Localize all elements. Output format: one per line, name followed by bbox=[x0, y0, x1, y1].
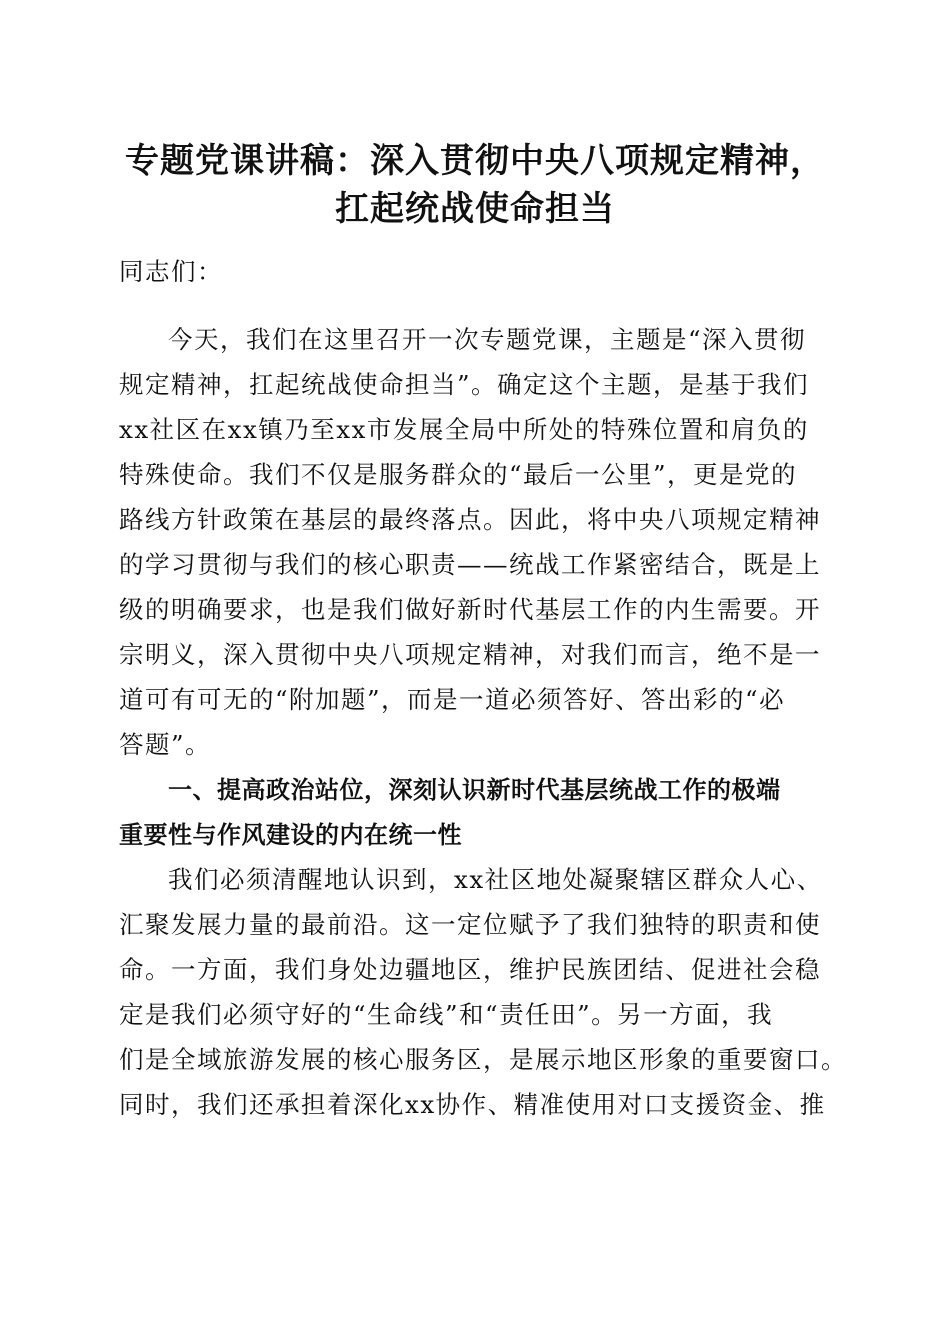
paragraph-1-line: 的学习贯彻与我们的核心职责——统战工作紧密结合，既是上 bbox=[119, 550, 821, 579]
paragraph-2-line: 们是全域旅游发展的核心服务区，是展示地区形象的重要窗口。 bbox=[119, 1045, 847, 1074]
document-title-line-1: 专题党课讲稿：深入贯彻中央八项规定精神， bbox=[125, 141, 825, 181]
document-title-line-2: 扛起统战使命担当 bbox=[335, 189, 615, 229]
paragraph-1-line: 特殊使命。我们不仅是服务群众的“最后一公里”，更是党的 bbox=[119, 460, 798, 489]
paragraph-2-line: 定是我们必须守好的“生命线”和“责任田”。另一方面，我 bbox=[119, 1000, 774, 1029]
section-heading-1-line: 重要性与作风建设的内在统一性 bbox=[119, 821, 462, 849]
paragraph-1-line: 规定精神，扛起统战使命担当”。确定这个主题，是基于我们 bbox=[119, 370, 810, 399]
paragraph-2-line: 命。一方面，我们身处边疆地区，维护民族团结、促进社会稳 bbox=[119, 955, 821, 984]
paragraph-1-line: 答题”。 bbox=[119, 730, 212, 759]
paragraph-2-line: 汇聚发展力量的最前沿。这一定位赋予了我们独特的职责和使 bbox=[119, 910, 821, 939]
paragraph-1-line: 宗明义，深入贯彻中央八项规定精神，对我们而言，绝不是一 bbox=[119, 640, 821, 669]
paragraph-1-line: 路线方针政策在基层的最终落点。因此，将中央八项规定精神 bbox=[119, 505, 821, 534]
paragraph-1-line: 级的明确要求，也是我们做好新时代基层工作的内生需要。开 bbox=[119, 595, 821, 624]
paragraph-1-line: xx社区在xx镇乃至xx市发展全局中所处的特殊位置和肩负的 bbox=[119, 415, 809, 444]
section-heading-1-line: 一、提高政治站位，深刻认识新时代基层统战工作的极端 bbox=[168, 776, 781, 804]
paragraph-2-line: 我们必须清醒地认识到，xx社区地处凝聚辖区群众人心、 bbox=[168, 865, 823, 894]
salutation: 同志们： bbox=[119, 257, 223, 286]
paragraph-1-line: 道可有可无的“附加题”，而是一道必须答好、答出彩的“必 bbox=[119, 685, 786, 714]
paragraph-2-line: 同时，我们还承担着深化xx协作、精准使用对口支援资金、推 bbox=[119, 1090, 826, 1119]
paragraph-1-line: 今天，我们在这里召开一次专题党课，主题是“深入贯彻 bbox=[168, 325, 807, 354]
